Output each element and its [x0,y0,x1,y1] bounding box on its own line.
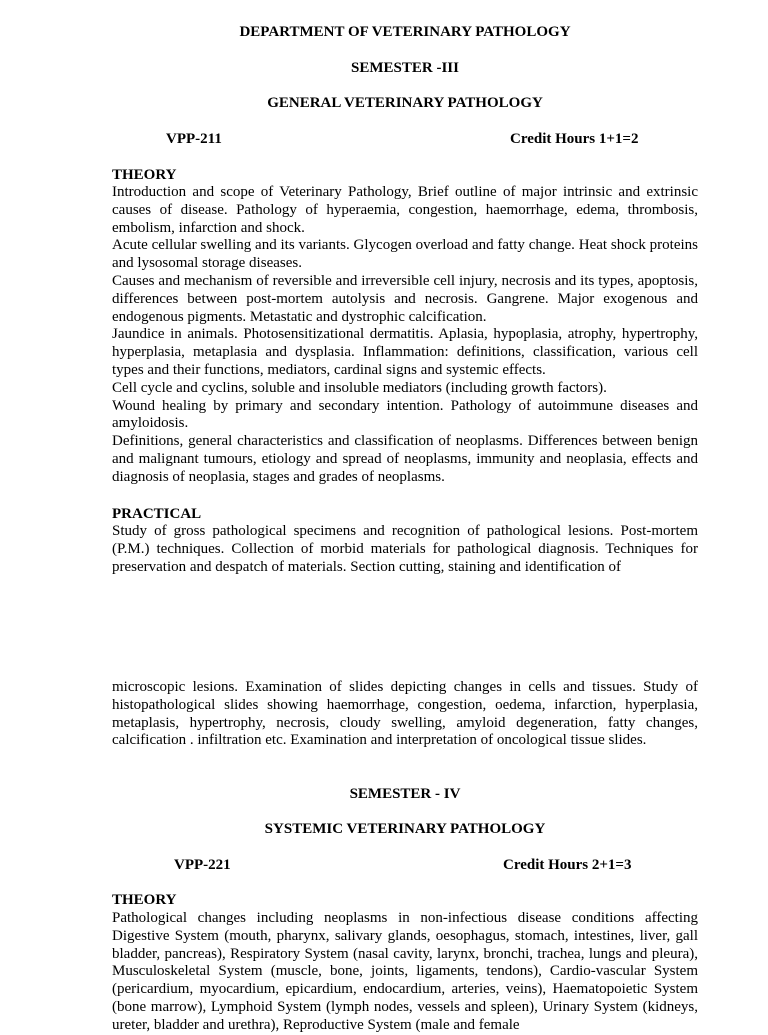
theory-paragraph: Jaundice in animals. Photosensitizational dermatitis. Aplasia, hypoplasia, atrophy, hypertrophy, hyperplasia, metaplasia and dysplasia. Inflammation: definitions, classification, various cell types and their functions, mediators, cardinal signs and systemic effects. [112,326,698,378]
semester-3-heading: SEMESTER -III [351,60,459,76]
course-1-code: VPP-211 [166,131,222,147]
theory-paragraph: Causes and mechanism of reversible and irreversible cell injury, necrosis and its types, apoptosis, differences between post-mortem autolysis and necrosis. Gangrene. Major exogenous and endogenous pigments. Metastatic and dystrophic calcification. [112,272,698,325]
practical-paragraph: Study of gross pathological specimens and recognition of pathological lesions. Post-mortem (P.M.) techniques. Collection of morbid materials for pathological diagnosis. Techniques for preservation and despatch of materials. Section cutting, staining and identification of [112,523,698,575]
course-1-title: GENERAL VETERINARY PATHOLOGY [267,95,543,111]
theory-paragraph: Introduction and scope of Veterinary Pathology, Brief outline of major intrinsic and extrinsic causes of disease. Pathology of hyperaemia, congestion, haemorrhage, edema, thrombosis, embolism, infarction and shock. [112,184,698,236]
course-2-theory-text [112,910,698,1035]
course-1-theory-heading: THEORY [112,167,177,183]
course-2-credit-hours: Credit Hours 2+1=3 [503,857,632,873]
practical-paragraph-continued: microscopic lesions. Examination of slides depicting changes in cells and tissues. Study of histopathological slides showing haemorrhage, congestion, oedema, infarction, hyperplasia, metaplasis, hypertrophy, necrosis, cloudy swelling, amyloid degeneration, fatty changes, calcification . infiltration etc. Examination and interpretation of oncological tissue slides. [112,679,698,749]
course-1-practical-text [112,523,698,576]
course-1-theory-text [112,184,698,487]
theory-paragraph: Cell cycle and cyclins, soluble and insoluble mediators (including growth factors). [112,379,607,396]
theory-paragraph: Definitions, general characteristics and classification of neoplasms. Differences between benign and malignant tumours, etiology and spread of neoplasms, immunity and neoplasia, effects and diagnosis of neoplasia, stages and grades of neoplasms. [112,433,698,485]
semester-4-heading: SEMESTER - IV [349,786,461,802]
department-heading: DEPARTMENT OF VETERINARY PATHOLOGY [239,24,571,40]
theory-paragraph: Pathological changes including neoplasms in non-infectious disease conditions affecting Digestive System (mouth, pharynx, salivary glands, oesophagus, stomach, intestines, liver, gall bladder, pancreas), Respiratory System (nasal cavity, larynx, bronchi, trachea, lungs and pleura), Musculoskeletal System (muscle, bone, joints, ligaments, tendons), Cardio-vascular System (pericardium, myocardium, epicardium, endocardium, arteries, veins), Haematopoietic System (bone marrow), Lymphoid System (lymph nodes, vessels and spleen), Urinary System (kidneys, ureter, bladder and urethra), Reproductive System (male and female [112,910,698,1033]
course-1-credit-hours: Credit Hours 1+1=2 [510,131,639,147]
course-2-theory-heading: THEORY [112,892,177,908]
theory-paragraph: Acute cellular swelling and its variants. Glycogen overload and fatty change. Heat shock proteins and lysosomal storage diseases. [112,237,698,272]
course-1-practical-heading: PRACTICAL [112,506,202,522]
course-2-title: SYSTEMIC VETERINARY PATHOLOGY [264,821,546,837]
course-2-code: VPP-221 [174,857,231,873]
course-1-practical-continued [112,679,698,750]
theory-paragraph: Wound healing by primary and secondary intention. Pathology of autoimmune diseases and amyloidosis. [112,397,698,432]
